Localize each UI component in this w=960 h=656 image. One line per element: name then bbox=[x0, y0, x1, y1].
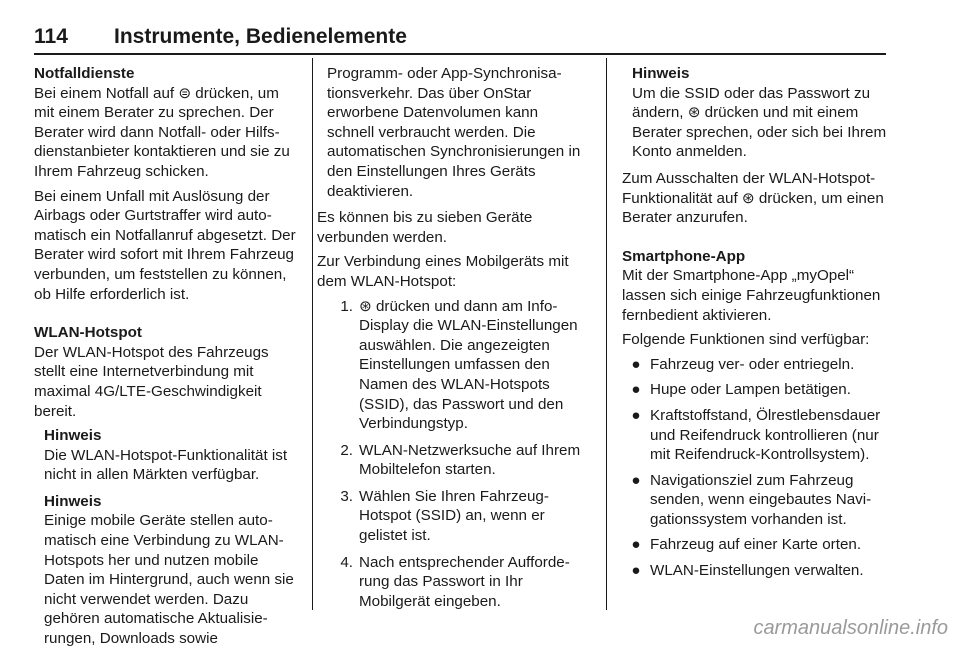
step-number: 4. bbox=[340, 553, 353, 571]
bullet-icon: ● bbox=[631, 355, 641, 373]
section-heading-notfalldienste: Notfalldienste bbox=[34, 65, 135, 82]
list-item bbox=[622, 535, 890, 555]
section-heading-smartphone-app: Smartphone-App bbox=[622, 247, 746, 265]
list-item bbox=[317, 441, 585, 480]
connect-intro-paragraph: Zur Verbindung eines Mobilgeräts mit dem WLAN-Hotspot: bbox=[317, 253, 569, 290]
step-text: Nach entsprechender Aufforderung das Passwort in Ihr Mobilgerät eingeben. bbox=[359, 553, 570, 610]
section-heading-wlan-hotspot: WLAN-Hotspot bbox=[34, 324, 142, 342]
column-divider-1 bbox=[312, 58, 313, 610]
step-number: 2. bbox=[340, 441, 353, 459]
page-header bbox=[34, 22, 886, 52]
list-item bbox=[317, 487, 585, 546]
bullet-text: Kraftstoffstand, Ölrestlebensdauer und Reifendruck kontrollieren (nur mit Reifendruck-Kontrollsystem). bbox=[650, 406, 881, 464]
column-1 bbox=[34, 64, 302, 656]
step-text: WLAN-Netzwerksuche auf Ihrem Mobiltelefon starten. bbox=[359, 441, 581, 479]
bullet-text: Navigationsziel zum Fahrzeug senden, wenn eingebautes Navigationssystem vorhanden ist. bbox=[650, 471, 872, 528]
note-text: Um die SSID oder das Passwort zu ändern, ⊛ drücken und mit einem Berater sprechen, oder sich bei Ihrem Konto anmelden. bbox=[632, 84, 887, 161]
smartphone-paragraph-1: Mit der Smartphone-App „myOpel“ lassen sich einige Fahrzeugfunktionen fernbedient aktivieren. bbox=[622, 267, 881, 324]
list-item bbox=[317, 297, 585, 434]
column-2 bbox=[317, 64, 585, 618]
page-number: 114 bbox=[34, 25, 68, 48]
step-text: ⊛ drücken und dann am Info-Display die WLAN-Einstellungen auswählen. Die angezeigten Einstellungen umfassen den Namen des WLAN-Hotspots (SSID), das Passwort und den Verbindungstyp. bbox=[359, 297, 578, 433]
header-divider bbox=[34, 53, 886, 55]
functions-list bbox=[622, 355, 890, 581]
bullet-icon: ● bbox=[631, 562, 641, 580]
bullet-icon: ● bbox=[631, 406, 641, 424]
column-3 bbox=[622, 64, 890, 587]
bullet-text: Hupe oder Lampen betätigen. bbox=[650, 381, 851, 399]
list-item bbox=[622, 406, 890, 465]
steps-list bbox=[317, 297, 585, 612]
hotspot-off-paragraph: Zum Ausschalten der WLAN-Hotspot-Funktionalität auf ⊛ drücken, um einen Berater anzurufen. bbox=[622, 169, 884, 227]
bullet-icon: ● bbox=[631, 471, 641, 489]
list-item bbox=[622, 471, 890, 530]
note-text: Die WLAN-Hotspot-Funktionalität ist nicht in allen Märkten verfügbar. bbox=[44, 446, 288, 484]
step-number: 1. bbox=[340, 297, 353, 315]
step-number: 3. bbox=[340, 487, 353, 505]
note-title: Hinweis bbox=[632, 65, 690, 82]
list-item bbox=[622, 355, 890, 375]
note-text: Einige mobile Geräte stellen automatisch eine Verbindung zu WLAN-Hotspots her und nutzen mobile Daten im Hintergrund, auch wenn sie nicht verwendet werden. Dazu gehören automatische Aktualisierungen, Downloads sowie bbox=[44, 512, 294, 648]
smartphone-paragraph-2: Folgende Funktionen sind verfügbar: bbox=[622, 331, 870, 349]
notfall-paragraph-1: Bei einem Notfall auf ⊜ drücken, um mit einem Berater zu sprechen. Der Berater wird dann Notfall- oder Hilfsdienstanbieter kontaktieren und sie zu Ihrem Fahrzeug schicken. bbox=[34, 84, 290, 180]
notfall-paragraph-2: Bei einem Unfall mit Auslösung der Airbags oder Gurtstraffer wird automatisch ein Notfallanruf abgesetzt. Der Berater wird sofort mit Ihrem Fahrzeug verbunden, um feststellen zu können, ob Hilfe erforderlich ist. bbox=[34, 187, 296, 303]
step-text: Wählen Sie Ihren Fahrzeug-Hotspot (SSID) an, wenn er gelistet ist. bbox=[359, 487, 549, 545]
list-item bbox=[622, 561, 890, 581]
bullet-icon: ● bbox=[631, 536, 641, 554]
bullet-text: Fahrzeug ver- oder entriegeln. bbox=[650, 355, 855, 373]
watermark: carmanualsonline.info bbox=[753, 617, 948, 639]
bullet-text: WLAN-Einstellungen verwalten. bbox=[650, 562, 864, 580]
wlan-paragraph-1: Der WLAN-Hotspot des Fahrzeugs stellt eine Internetverbindung mit maximal 4G/LTE-Geschwindigkeit bereit. bbox=[34, 343, 269, 420]
list-item bbox=[622, 380, 890, 400]
note-title: Hinweis bbox=[44, 492, 102, 510]
note-2 bbox=[44, 492, 302, 649]
chapter-title: Instrumente, Bedienelemente bbox=[114, 25, 407, 48]
column-divider-2 bbox=[606, 58, 607, 610]
note-continuation: Programm- oder App-Synchronisationsverkehr. Das über OnStar erworbene Datenvolumen kann schnell verbraucht werden. Die automatischen Synchronisierungen in den Einstellungen Ihres Geräts deaktivieren. bbox=[327, 65, 581, 200]
note-title: Hinweis bbox=[44, 427, 102, 445]
devices-paragraph: Es können bis zu sieben Geräte verbunden werden. bbox=[317, 209, 533, 246]
bullet-icon: ● bbox=[631, 381, 641, 399]
note-3 bbox=[632, 64, 890, 162]
list-item bbox=[317, 553, 585, 612]
note-1 bbox=[44, 426, 302, 485]
bullet-text: Fahrzeug auf einer Karte orten. bbox=[650, 536, 862, 554]
